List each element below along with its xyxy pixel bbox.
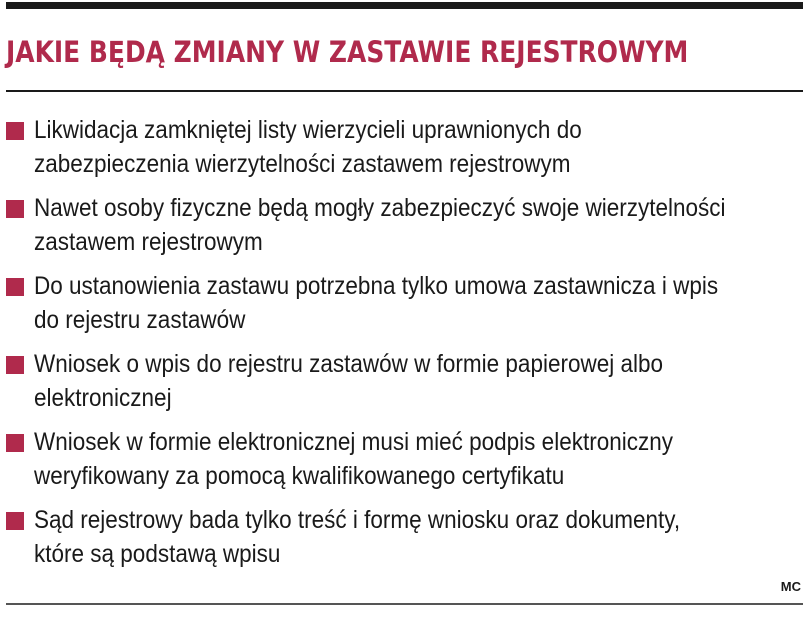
square-bullet-icon xyxy=(6,356,24,374)
list-item-line: Do ustanowienia zastawu potrzebna tylko umowa zastawnicza i wpis xyxy=(34,272,719,300)
list-item xyxy=(6,347,803,415)
list-item-text xyxy=(34,503,781,571)
list-item-line: do rejestru zastawów xyxy=(34,306,246,334)
list-item-line: Sąd rejestrowy bada tylko treść i formę wniosku oraz dokumenty, xyxy=(34,506,681,534)
list-item-line: zastawem rejestrowym xyxy=(34,228,263,256)
square-bullet-icon xyxy=(6,122,24,140)
list-item-text xyxy=(34,347,781,415)
list-item-line: weryfikowany za pomocą kwalifikowanego certyfikatu xyxy=(34,462,565,490)
list-item-line: Wniosek o wpis do rejestru zastawów w formie papierowej albo xyxy=(34,350,664,378)
infobox-title: JAKIE BĘDĄ ZMIANY W ZASTAWIE REJESTROWYM xyxy=(6,35,689,69)
list-item-text xyxy=(34,113,781,181)
list-item xyxy=(6,269,803,337)
bottom-rule xyxy=(6,603,803,605)
list-item-text xyxy=(34,269,781,337)
list-item-text xyxy=(34,425,781,493)
square-bullet-icon xyxy=(6,278,24,296)
list-item xyxy=(6,503,803,571)
list-item xyxy=(6,425,803,493)
source-credit: MC xyxy=(780,579,801,594)
list-item xyxy=(6,113,803,181)
changes-list xyxy=(6,113,803,581)
square-bullet-icon xyxy=(6,200,24,218)
top-rule xyxy=(6,2,803,9)
list-item-line: Wniosek w formie elektronicznej musi mieć podpis elektroniczny xyxy=(34,428,673,456)
list-item-line: elektronicznej xyxy=(34,384,172,412)
list-item-line: zabezpieczenia wierzytelności zastawem rejestrowym xyxy=(34,150,571,178)
title-divider xyxy=(6,90,803,92)
list-item-line: Likwidacja zamkniętej listy wierzycieli uprawnionych do xyxy=(34,116,582,144)
list-item-line: które są podstawą wpisu xyxy=(34,540,281,568)
list-item-line: Nawet osoby fizyczne będą mogły zabezpieczyć swoje wierzytelności xyxy=(34,194,726,222)
list-item-text xyxy=(34,191,781,259)
square-bullet-icon xyxy=(6,434,24,452)
square-bullet-icon xyxy=(6,512,24,530)
list-item xyxy=(6,191,803,259)
